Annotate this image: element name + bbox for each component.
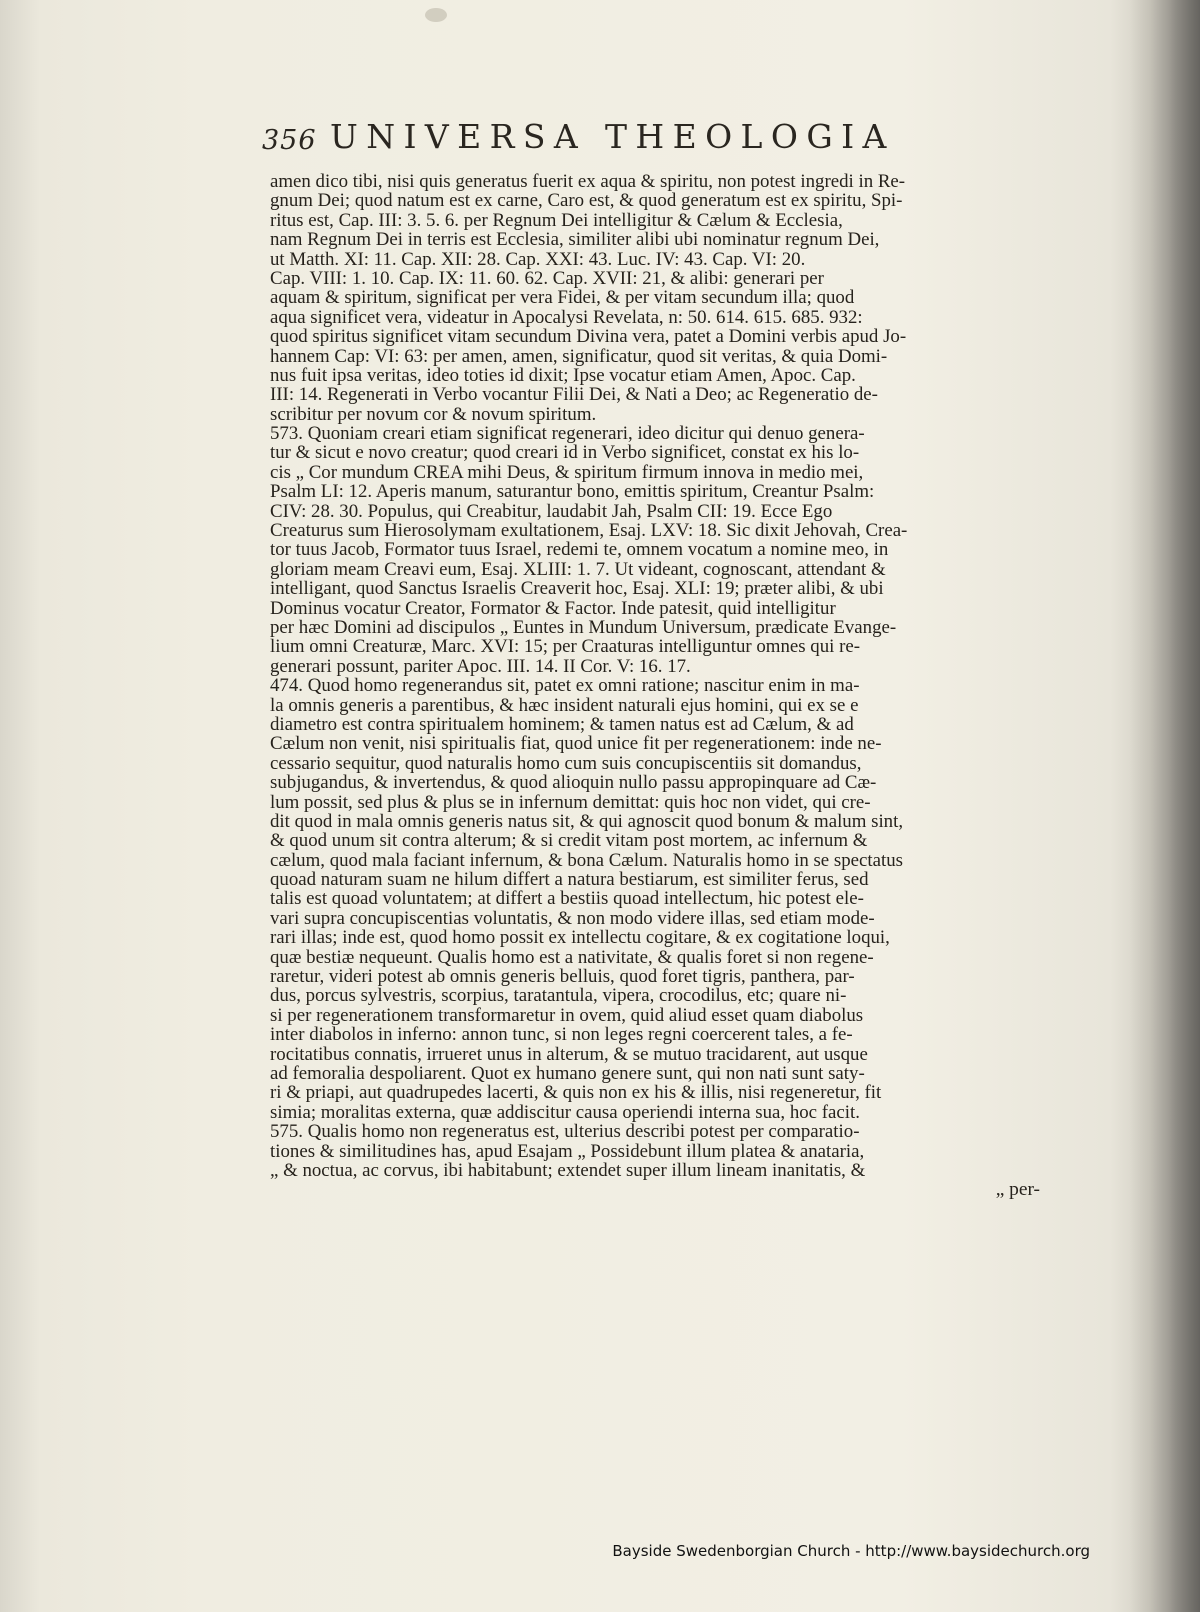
text-line: simia; moralitas externa, quæ addiscitur causa operiendi interna sua, hoc facit. [270, 1101, 860, 1123]
text-line: scribitur per novum cor & novum spiritum. [270, 403, 597, 425]
page-header [262, 113, 984, 159]
text-line: rari illas; inde est, quod homo possit ex intellectu cogitare, & ex cogitatione loqui, [270, 927, 890, 949]
text-line: inter diabolos in inferno: annon tunc, si non leges regni coercerent tales, a fe- [270, 1024, 853, 1046]
text-line: nam Regnum Dei in terris est Ecclesia, similiter alibi ubi nominatur regnum Dei, [270, 229, 880, 251]
text-line: Dominus vocatur Creator, Formator & Factor. Inde patesit, quid intelligitur [270, 597, 836, 619]
text-line: Psalm LI: 12. Aperis manum, saturantur bono, emittis spiritum, Creantur Psalm: [270, 481, 875, 503]
text-line: 575. Qualis homo non regeneratus est, ulterius describi potest per comparatio- [270, 1121, 860, 1143]
text-line: ad femoralia despoliarent. Quot ex humano genere sunt, qui non nati sunt saty- [270, 1062, 865, 1084]
text-line: raretur, videri potest ab omnis generis belluis, quod foret tigris, panthera, par- [270, 966, 855, 988]
text-line: gloriam meam Creavi eum, Esaj. XLIII: 1. 7. Ut videant, cognoscant, attendant & [270, 558, 886, 580]
text-line: „ & noctua, ac corvus, ibi habitabunt; extendet super illum lineam inanitatis, & [270, 1159, 866, 1181]
text-line: amen dico tibi, nisi quis generatus fuerit ex aqua & spiritu, non potest ingredi in Re- [270, 171, 906, 192]
text-line: Cap. VIII: 1. 10. Cap. IX: 11. 60. 62. Cap. XVII: 21, & alibi: generari per [270, 267, 824, 289]
text-line: quod spiritus significet vitam secundum Divina vera, patet a Domini verbis apud Jo- [270, 326, 907, 348]
text-line: aqua significet vera, videatur in Apocalysi Revelata, n: 50. 614. 615. 685. 932: [270, 306, 863, 328]
footer-credit: Bayside Swedenborgian Church - http://www.baysidechurch.org [612, 1542, 1090, 1560]
text-line: vari supra concupiscentias voluntatis, & non modo videre illas, sed etiam mode- [270, 907, 875, 929]
text-line: per hæc Domini ad discipulos „ Euntes in Mundum Universum, prædicate Evange- [270, 616, 897, 638]
text-line: tiones & similitudines has, apud Esajam „ Possidebunt illum platea & anataria, [270, 1140, 865, 1162]
text-line: hannem Cap: VI: 63: per amen, amen, significatur, quod sit veritas, & quia Domi- [270, 345, 888, 367]
text-line: 474. Quod homo regenerandus sit, patet ex omni ratione; nascitur enim in ma- [270, 675, 860, 697]
text-line: cis „ Cor mundum CREA mihi Deus, & spiritum firmum innova in medio mei, [270, 461, 864, 483]
text-line: CIV: 28. 30. Populus, qui Creabitur, laudabit Jah, Psalm CII: 19. Ecce Ego [270, 500, 833, 522]
text-line: quoad naturam suam ne hilum differt a natura bestiarum, est similiter ferus, sed [270, 869, 869, 891]
text-line: dus, porcus sylvestris, scorpius, taratantula, vipera, crocodilus, etc; quare ni- [270, 985, 847, 1007]
text-line: quæ bestiæ nequeunt. Qualis homo est a nativitate, & qualis foret si non regene- [270, 946, 874, 968]
book-spine-shadow [1130, 0, 1200, 1612]
text-line: lium omni Creaturæ, Marc. XVI: 15; per Craaturas intelliguntur omnes qui re- [270, 636, 861, 658]
text-line: generari possunt, pariter Apoc. III. 14. II Cor. V: 16. 17. [270, 655, 691, 677]
text-line: ri & priapi, aut quadrupedes lacerti, & quis non ex his & illis, nisi regeneretur, fit [270, 1082, 882, 1104]
text-line: cessario sequitur, quod naturalis homo cum suis concupiscentiis sit domandus, [270, 752, 862, 774]
text-line: ritus est, Cap. III: 3. 5. 6. per Regnum Dei intelligitur & Cælum & Ecclesia, [270, 209, 843, 231]
text-line: cælum, quod mala faciant infernum, & bona Cælum. Naturalis homo in se spectatus [270, 849, 903, 871]
text-line: si per regenerationem transformaretur in ovem, quid aliud esset quam diabolus [270, 1004, 864, 1026]
text-line: Cælum non venit, nisi spiritualis fiat, quod unice fit per regenerationem: inde ne- [270, 733, 882, 755]
text-line: tur & sicut e novo creatur; quod creari id in Verbo significet, constat ex his lo- [270, 442, 860, 464]
text-line: lum possit, sed plus & plus se in infernum demittat: quis hoc non videt, qui cre- [270, 791, 871, 813]
text-line: Creaturus sum Hierosolymam exultationem, Esaj. LXV: 18. Sic dixit Jehovah, Crea- [270, 520, 908, 542]
text-line: aquam & spiritum, significat per vera Fidei, & per vitam secundum illa; quod [270, 287, 855, 309]
text-line: 573. Quoniam creari etiam significat regenerari, ideo dicitur qui denuo genera- [270, 423, 865, 445]
text-line: ut Matth. XI: 11. Cap. XII: 28. Cap. XXI: 43. Luc. IV: 43. Cap. VI: 20. [270, 248, 806, 270]
body-text [270, 172, 1060, 1200]
text-line: intelligant, quod Sanctus Israelis Creaverit hoc, Esaj. XLI: 19; præter alibi, & ubi [270, 578, 884, 600]
running-title: UNIVERSA THEOLOGIA [330, 117, 895, 156]
text-line: & quod unum sit contra alterum; & si credit vitam post mortem, ac infernum & [270, 830, 868, 852]
text-line: diametro est contra spiritualem hominem; & tamen natus est ad Cælum, & ad [270, 713, 854, 735]
page-number: 356 [262, 125, 317, 156]
text-line: tor tuus Jacob, Formator tuus Israel, redemi te, omnem vocatum a nomine meo, in [270, 539, 889, 561]
text-line: rocitatibus connatis, irrueret unus in alterum, & se mutuo tracidarent, aut usque [270, 1043, 868, 1065]
ink-smudge [425, 8, 447, 22]
text-line: talis est quoad voluntatem; at differt a bestiis quoad intellectum, hic potest ele- [270, 888, 864, 910]
text-line: „ per- [995, 1179, 1040, 1201]
text-line: la omnis generis a parentibus, & hæc insident naturali ejus homini, qui ex se e [270, 694, 859, 716]
text-line: III: 14. Regenerati in Verbo vocantur Filii Dei, & Nati a Deo; ac Regeneratio de- [270, 384, 878, 406]
text-line: dit quod in mala omnis generis natus sit, & qui agnoscit quod bonum & malum sint, [270, 810, 904, 832]
text-line: nus fuit ipsa veritas, ideo toties id dixit; Ipse vocatur etiam Amen, Apoc. Cap. [270, 364, 856, 386]
text-line: subjugandus, & invertendus, & quod alioquin nullo passu appropinquare ad Cæ- [270, 772, 877, 794]
text-line: gnum Dei; quod natum est ex carne, Caro est, & quod generatum est ex spiritu, Spi- [270, 190, 903, 212]
